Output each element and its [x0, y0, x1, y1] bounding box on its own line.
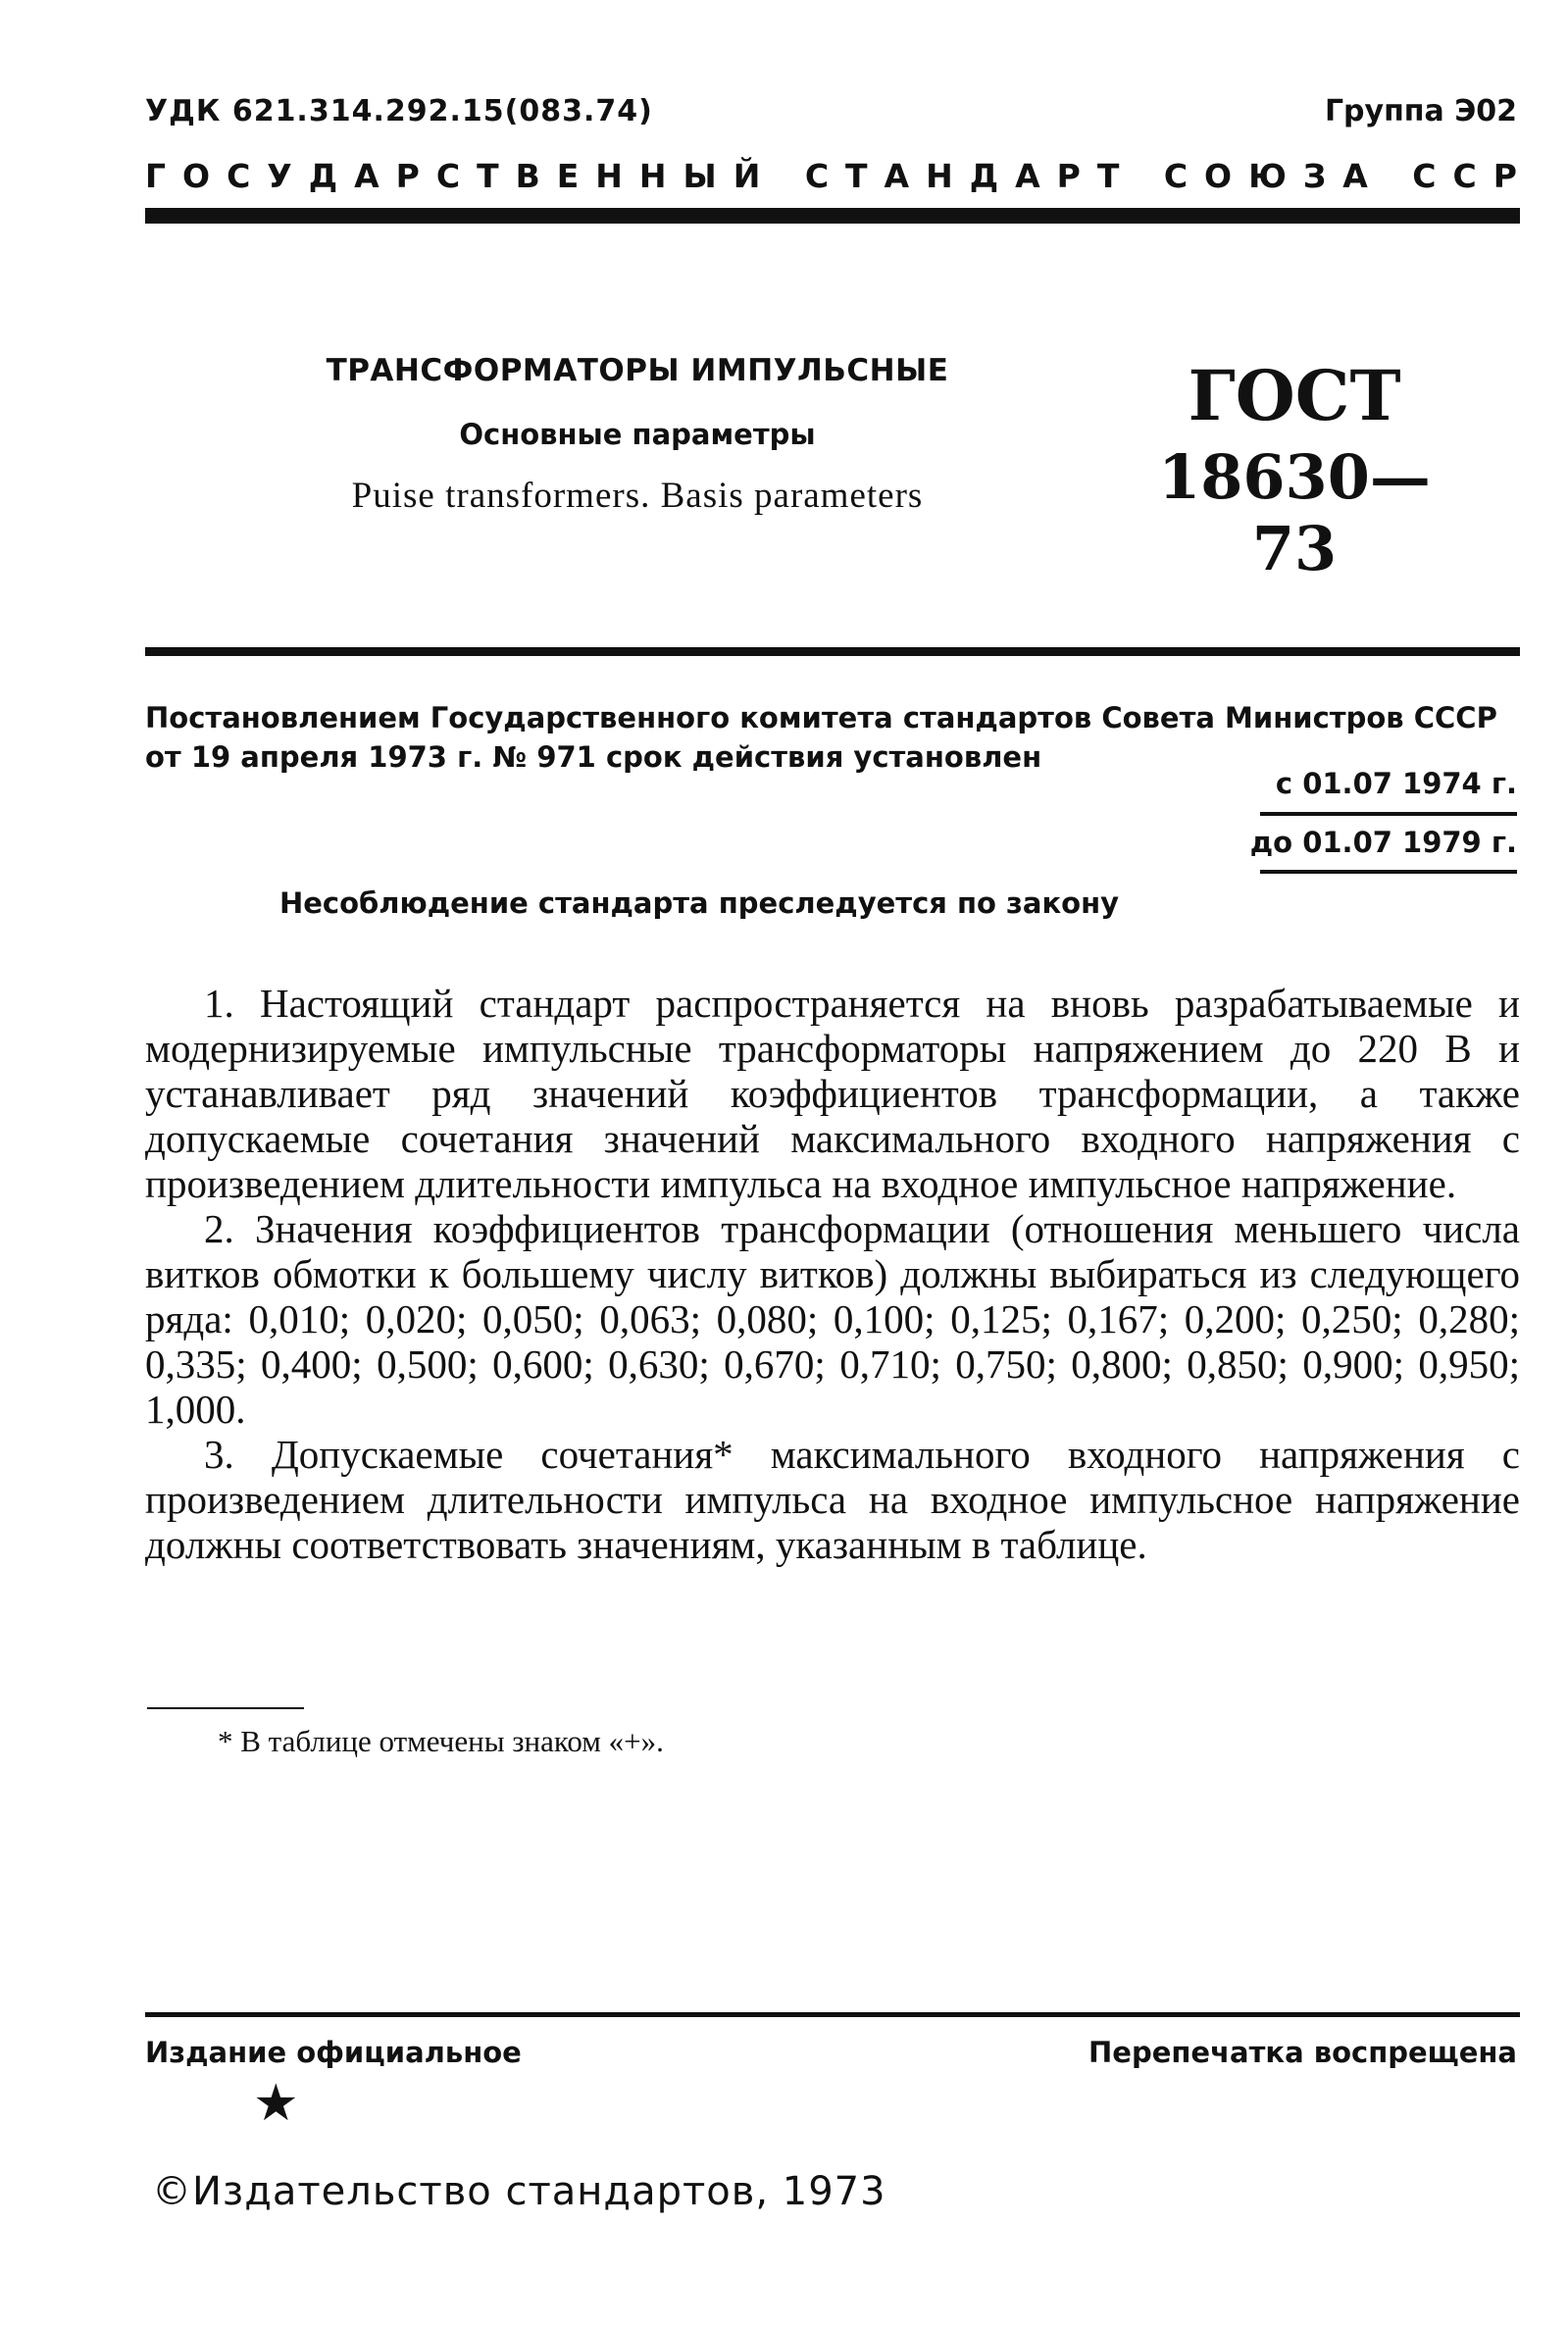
document-title: ТРАНСФОРМАТОРЫ ИМПУЛЬСНЫЕ: [326, 353, 949, 388]
legal-warning: Несоблюдение стандарта преследуется по закону: [278, 886, 1120, 920]
udk-code: УДК 621.314.292.15(083.74): [145, 94, 653, 128]
footnote-divider: [147, 1707, 304, 1709]
gost-label: ГОСТ: [1188, 355, 1401, 436]
paragraph-3: 3. Допускаемые сочетания* максимального входного напряжения с произведением длительности импульса на входное импульсное напряжение должны соответствовать значениям, указанным в таблице.: [145, 1432, 1520, 1567]
document-title-english: Puise transformers. Basis parameters: [351, 476, 924, 516]
edition-note: Издание официальное: [145, 2036, 522, 2069]
star-icon: ★: [253, 2074, 299, 2133]
group-code: Группа Э02: [1324, 94, 1517, 128]
footer-divider: [145, 2012, 1520, 2017]
paragraph-2: 2. Значения коэффициентов трансформации (отношения меньшего числа витков обмотки к большему числу витков) должны выбираться из следующего ряда: 0,010; 0,020; 0,050; 0,063; 0,080; 0,100; 0,125; 0,167; 0,200; 0,250; 0,280; 0,335; 0,400; 0,500; 0,600; 0,630; 0,670; 0,710; 0,750; 0,800; 0,850; 0,900; 0,950; 1,000.: [145, 1206, 1520, 1432]
copyright: ©Издательство стандартов, 1973: [152, 2169, 886, 2214]
footnote: * В таблице отмечены знаком «+».: [218, 1724, 664, 1758]
gost-number: 18630—73: [1158, 441, 1431, 584]
header-divider: [145, 208, 1520, 224]
effective-from: с 01.07 1974 г.: [1275, 767, 1517, 800]
reprint-note: Перепечатка воспрещена: [1088, 2036, 1517, 2069]
decree-text: Постановлением Государственного комитета стандартов Совета Министров СССР от 19 апреля 1973 г. № 971 срок действия установлен: [145, 701, 1497, 774]
title-divider: [145, 647, 1520, 656]
effective-till-underline: [1260, 870, 1517, 874]
body-text: [145, 981, 1520, 1567]
state-standard-heading: ГОСУДАРСТВЕННЫЙ СТАНДАРТ СОЮЗА ССР: [145, 157, 1534, 195]
document-subtitle: Основные параметры: [459, 418, 816, 451]
effective-till: до 01.07 1979 г.: [1249, 826, 1517, 859]
paragraph-1: 1. Настоящий стандарт распространяется на вновь разрабатываемые и модернизируемые импульсные трансформаторы напряжением до 220 В и устанавливает ряд значений коэффициентов трансформации, а также допускаемые сочетания значений максимального входного напряжения с произведением длительности импульса на входное импульсное напряжение.: [145, 981, 1520, 1206]
effective-from-underline: [1260, 812, 1517, 816]
